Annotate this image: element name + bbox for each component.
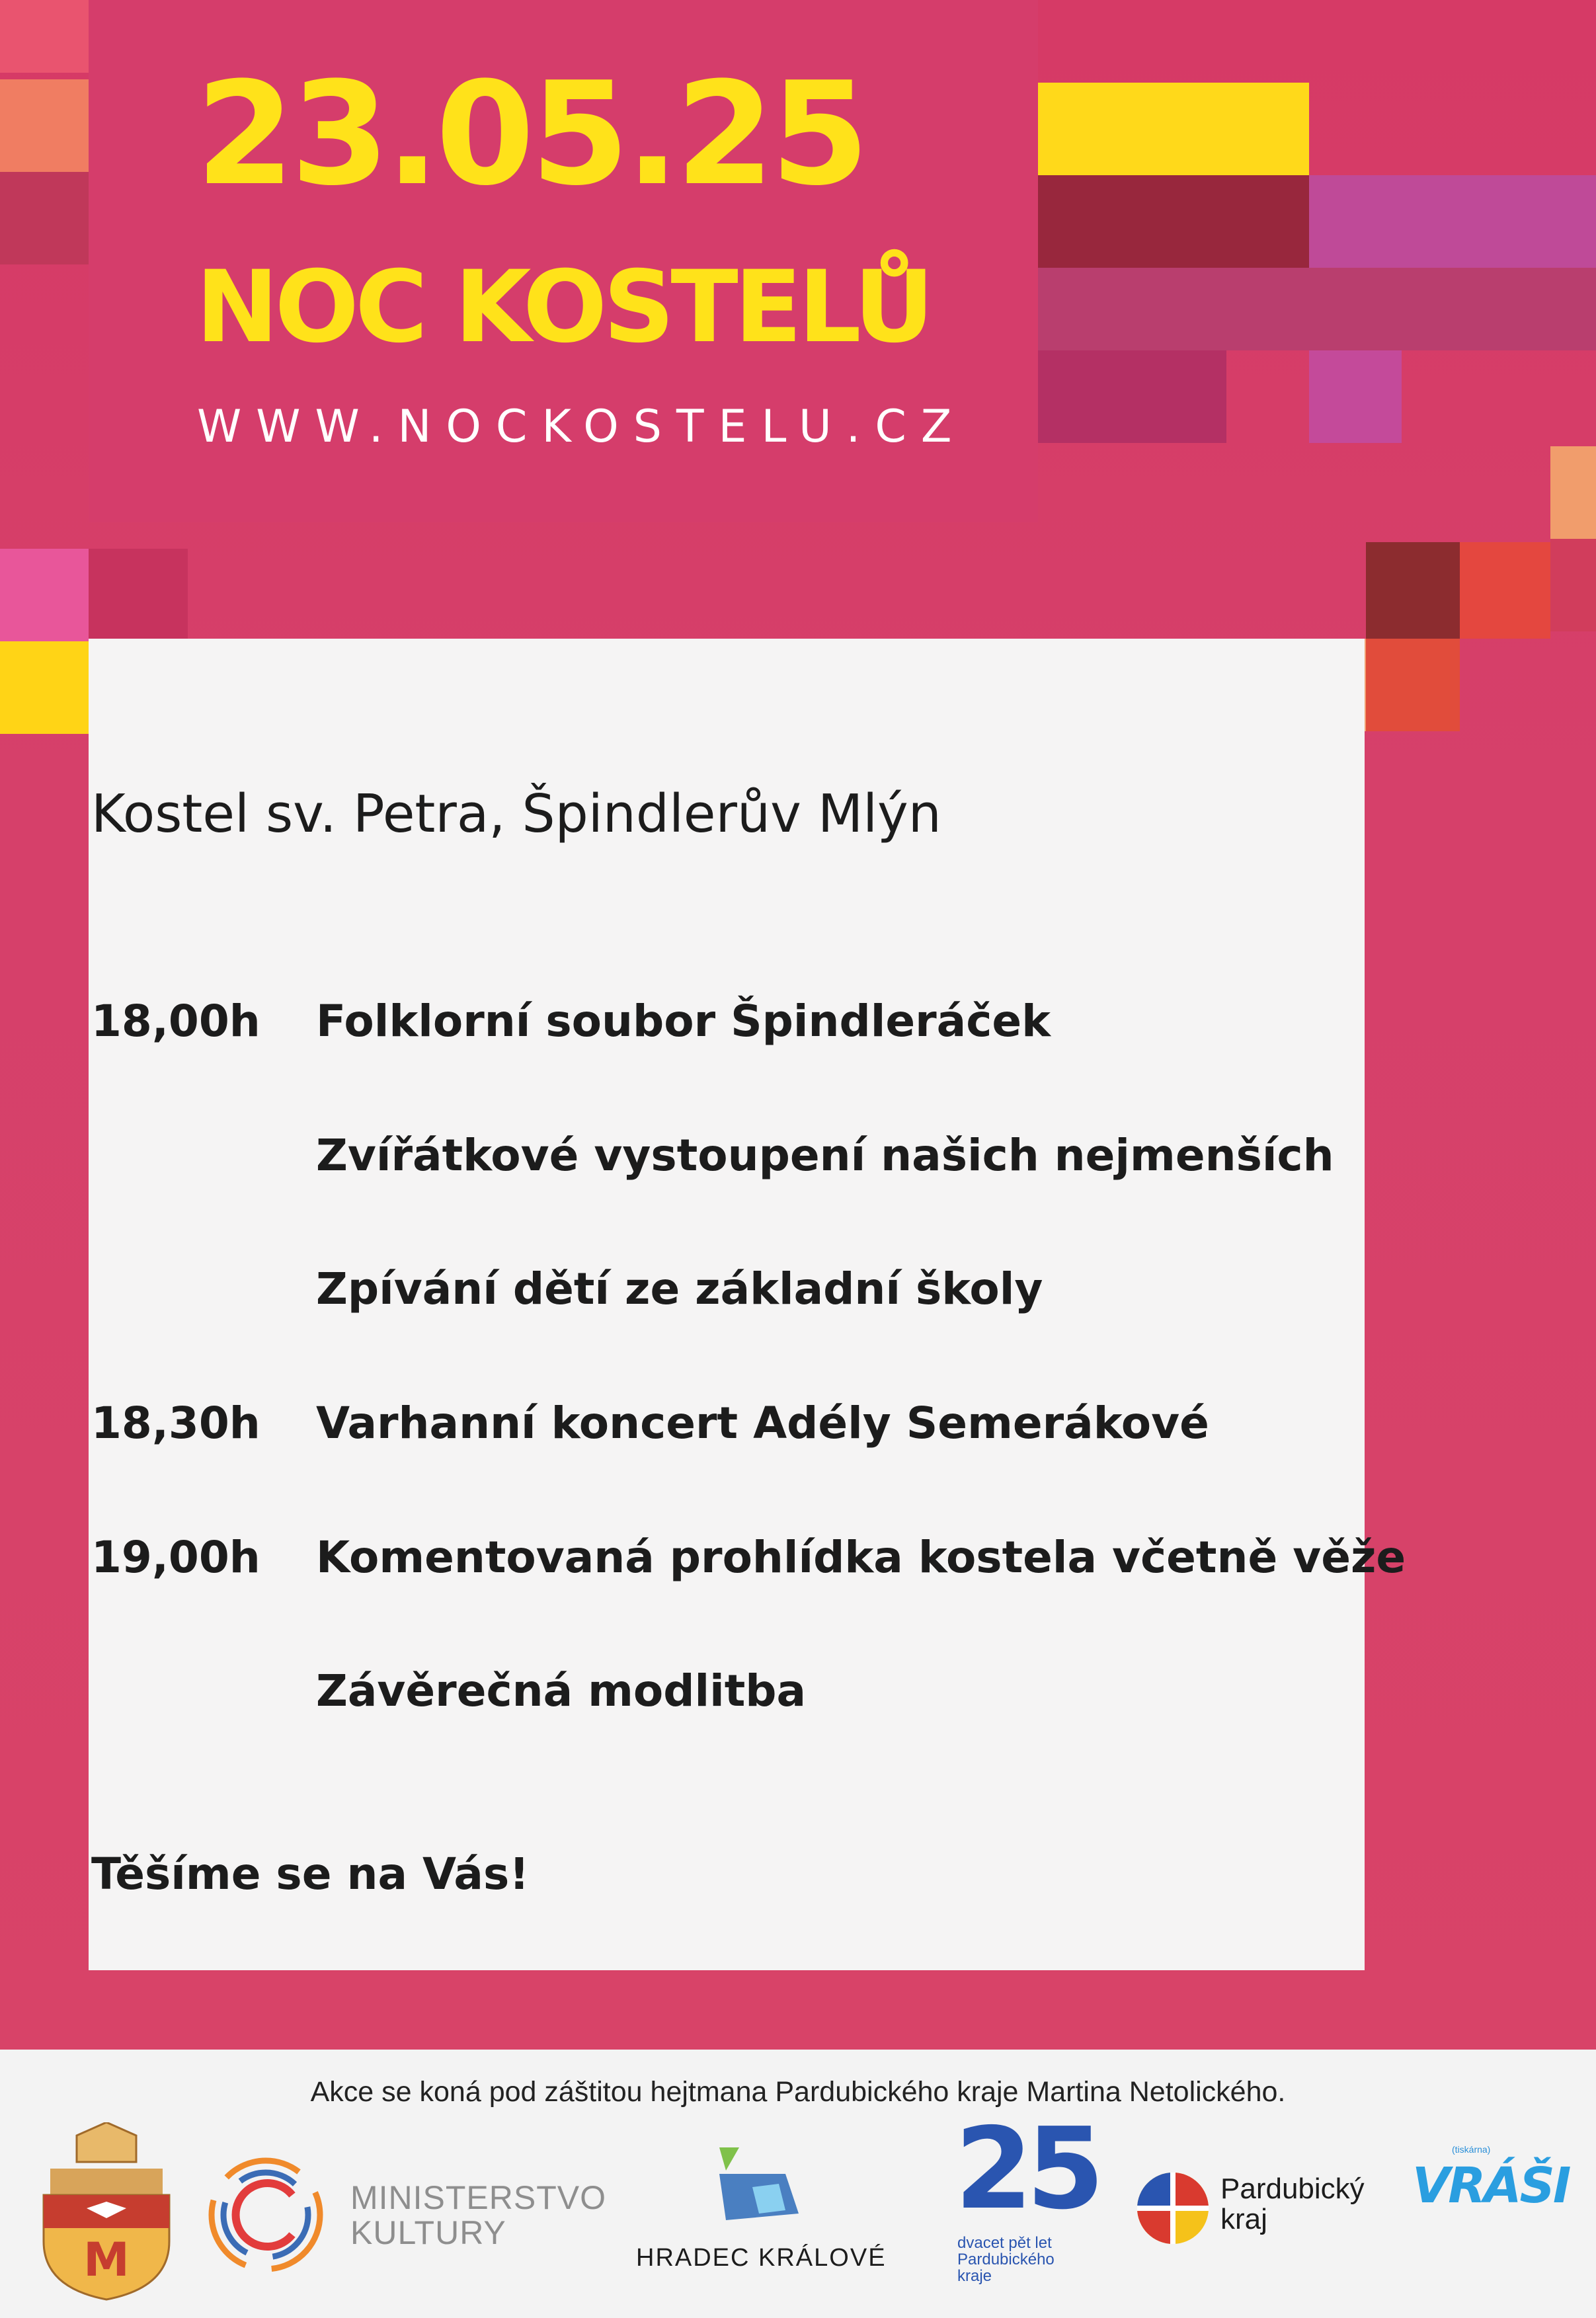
- vrasi-logo: VRÁŠI: [1412, 2157, 1570, 2214]
- decor-square: [1460, 542, 1550, 639]
- program-item: Zvířátkové vystoupení našich nejmenších: [316, 1130, 1334, 1181]
- ministry-line2: KULTURY: [350, 2214, 506, 2251]
- decor-square: [89, 549, 188, 639]
- event-title: NOC KOSTELŮ: [196, 250, 931, 365]
- program-time: 18,00h: [91, 996, 260, 1047]
- hradec-logo-text: HRADEC KRÁLOVÉ: [636, 2244, 887, 2272]
- decor-square: [0, 641, 89, 734]
- decor-square: [1309, 175, 1596, 268]
- program-time: 18,30h: [91, 1398, 260, 1449]
- anniversary-line1: dvacet pět let: [957, 2234, 1052, 2252]
- decor-square: [1038, 175, 1309, 268]
- decor-square: [1038, 83, 1309, 175]
- program-item: Komentovaná prohlídka kostela včetně věže: [316, 1532, 1406, 1583]
- program-item: Závěrečná modlitba: [316, 1665, 807, 1716]
- decor-square: [0, 172, 89, 264]
- program-item: Folklorní soubor Špindleráček: [316, 996, 1051, 1047]
- decor-square: [1038, 350, 1226, 443]
- patronage-note: Akce se koná pod záštitou hejtmana Pardubického kraje Martina Netolického.: [310, 2076, 1286, 2108]
- pardubice-line1: Pardubický: [1220, 2173, 1365, 2205]
- anniversary-line3: kraje: [957, 2267, 992, 2286]
- venue-title: Kostel sv. Petra, Špindlerův Mlýn: [91, 783, 941, 844]
- decor-square: [1309, 350, 1402, 443]
- program-item: Zpívání dětí ze základní školy: [316, 1263, 1043, 1314]
- ministry-logo-text: [350, 2180, 606, 2250]
- pardubice-logo-text: [1220, 2174, 1365, 2235]
- decor-square: [0, 549, 89, 641]
- ministry-of-culture-logo: [206, 2155, 325, 2274]
- event-url[interactable]: WWW.NOCKOSTELU.CZ: [197, 401, 967, 453]
- anniversary-line2: Pardubického: [957, 2251, 1055, 2269]
- decor-square: [1550, 539, 1596, 631]
- diocese-emblem-logo: [37, 2122, 176, 2301]
- decor-square: [1550, 446, 1596, 539]
- program-time: 19,00h: [91, 1532, 260, 1583]
- hradec-kralove-logo: [713, 2147, 805, 2227]
- anniversary-number: 25: [955, 2104, 1098, 2235]
- ministry-line1: MINISTERSTVO: [350, 2179, 607, 2216]
- decor-square: [1366, 542, 1460, 639]
- decor-square: [0, 79, 89, 172]
- program-item: Varhanní koncert Adély Semerákové: [316, 1398, 1209, 1449]
- anniversary-text: [957, 2235, 1055, 2285]
- decor-square: [0, 0, 89, 73]
- svg-text:M: M: [83, 2233, 130, 2287]
- event-date: 23.05.25: [196, 51, 865, 217]
- decor-square: [1038, 268, 1596, 350]
- vrasi-small-text: (tiskárna): [1452, 2144, 1491, 2155]
- greeting: Těšíme se na Vás!: [91, 1849, 530, 1899]
- pardubice-region-logo: [1135, 2170, 1211, 2247]
- decor-square: [1366, 639, 1460, 731]
- pardubice-line2: kraj: [1220, 2203, 1267, 2236]
